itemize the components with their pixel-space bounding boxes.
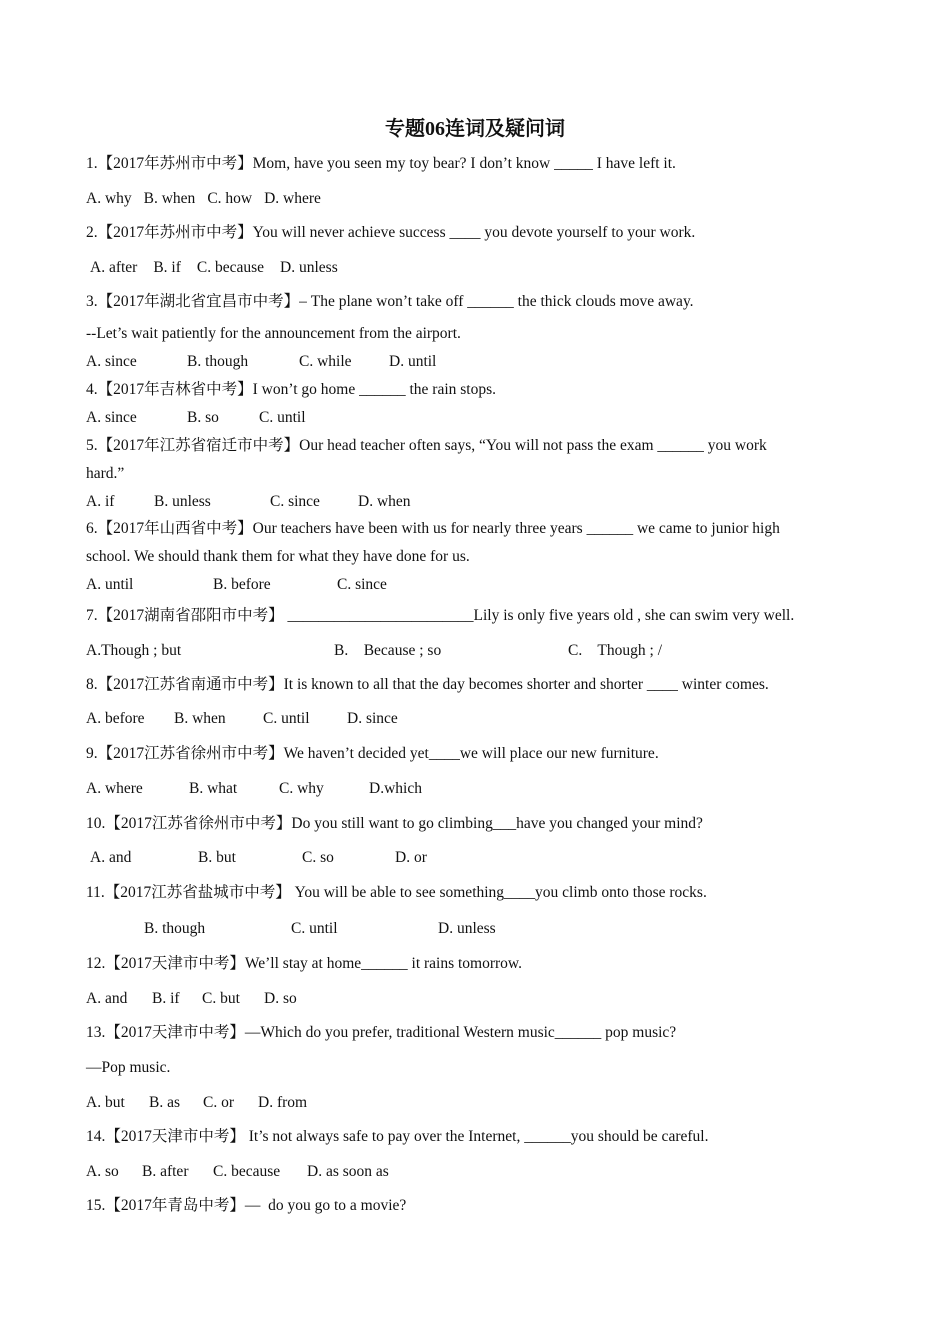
question-13-stem: 13.【2017天津市中考】—Which do you prefer, traditional Western music______ pop music? [86, 1024, 677, 1041]
question-6-line2: school. We should thank them for what they have done for us. [86, 548, 470, 565]
question-12-stem: 12.【2017天津市中考】We’ll stay at home______ it rains tomorrow. [86, 955, 522, 972]
question-5-option-a: A. if [86, 493, 115, 510]
question-12-option-a: A. and [86, 990, 128, 1007]
question-10-stem: 10.【2017江苏省徐州市中考】Do you still want to go climbing___have you changed your mind? [86, 815, 703, 832]
question-13-line2: —Pop music. [86, 1059, 171, 1076]
question-8-option-a: A. before [86, 710, 145, 727]
question-2-option-a: A. after [90, 259, 138, 276]
question-3-option-d: D. until [389, 353, 437, 370]
question-9-option-a: A. where [86, 780, 143, 797]
question-10-options [90, 849, 427, 867]
question-5-options [86, 493, 411, 511]
question-8-option-c: C. until [263, 710, 310, 727]
question-5-stem: 5.【2017年江苏省宿迁市中考】Our head teacher often says, “You will not pass the exam ______ you work [86, 437, 767, 454]
question-3-stem: 3.【2017年湖北省宜昌市中考】– The plane won’t take off ______ the thick clouds move away. [86, 293, 694, 310]
question-14-option-d: D. as soon as [307, 1163, 389, 1180]
question-7-stem: 7.【2017湖南省邵阳市中考】 ________________________Lily is only five years old , she can swim very well. [86, 607, 795, 624]
question-9-option-d: D.which [369, 780, 422, 797]
question-14-option-a: A. so [86, 1163, 119, 1180]
question-3-option-c: C. while [299, 353, 352, 370]
question-1-options [86, 190, 321, 208]
question-3-line2: --Let’s wait patiently for the announcement from the airport. [86, 325, 461, 342]
question-14-options [86, 1163, 389, 1181]
question-15-stem: 15.【2017年青岛中考】— do you go to a movie? [86, 1197, 407, 1214]
question-4-option-c: C. until [259, 409, 306, 426]
question-8-options [86, 710, 398, 728]
question-7-option-a: A.Though ; but [86, 642, 182, 659]
question-11-option-c: C. until [291, 920, 338, 937]
question-9-stem: 9.【2017江苏省徐州市中考】We haven’t decided yet____we will place our new furniture. [86, 745, 659, 762]
question-5-option-c: C. since [270, 493, 320, 510]
question-2-option-c: C. because [196, 259, 265, 276]
question-3-options [86, 353, 436, 371]
question-3-option-a: A. since [86, 353, 137, 370]
question-10-option-d: D. or [395, 849, 427, 866]
question-7-option-c: C. Though ; / [568, 642, 663, 659]
question-5-line2: hard.” [86, 465, 125, 482]
question-13-option-c: C. or [203, 1094, 234, 1111]
question-6-options [86, 576, 387, 594]
question-12-option-b: B. if [152, 990, 180, 1007]
question-9-option-c: C. why [279, 780, 324, 797]
question-2-option-b: B. if [153, 259, 181, 276]
question-13-option-a: A. but [86, 1094, 125, 1111]
question-5-option-d: D. when [358, 493, 411, 510]
question-14-option-c: C. because [213, 1163, 281, 1180]
question-1-stem: 1.【2017年苏州市中考】Mom, have you seen my toy bear? I don’t know _____ I have left it. [86, 155, 676, 172]
question-14-option-b: B. after [142, 1163, 189, 1180]
question-1-option-d: D. where [264, 190, 321, 207]
question-12-option-d: D. so [264, 990, 297, 1007]
question-13-option-d: D. from [258, 1094, 308, 1111]
question-12-option-c: C. but [202, 990, 240, 1007]
question-8-stem: 8.【2017江苏省南通市中考】It is known to all that the day becomes shorter and shorter ____ winter comes. [86, 676, 769, 693]
question-10-option-a: A. and [90, 849, 132, 866]
question-6-option-b: B. before [213, 576, 271, 593]
question-4-option-b: B. so [187, 409, 219, 426]
question-1-option-a: A. why [86, 190, 132, 207]
question-2-stem: 2.【2017年苏州市中考】You will never achieve success ____ you devote yourself to your work. [86, 224, 696, 241]
question-7-options [86, 642, 662, 660]
question-1-option-b: B. when [143, 190, 196, 207]
question-11-options [144, 920, 496, 938]
question-10-option-c: C. so [302, 849, 334, 866]
question-13-option-b: B. as [149, 1094, 180, 1111]
question-8-option-b: B. when [174, 710, 226, 727]
question-8-option-d: D. since [347, 710, 398, 727]
question-9-option-b: B. what [189, 780, 238, 797]
question-10-option-b: B. but [198, 849, 236, 866]
question-11-stem: 11.【2017江苏省盐城市中考】 You will be able to see something____you climb onto those rocks. [86, 884, 707, 901]
question-4-stem: 4.【2017年吉林省中考】I won’t go home ______ the rain stops. [86, 381, 497, 398]
document-title: 专题06连词及疑问词 [385, 118, 565, 140]
question-4-option-a: A. since [86, 409, 137, 426]
question-6-option-a: A. until [86, 576, 134, 593]
question-12-options [86, 990, 297, 1008]
question-9-options [86, 780, 422, 798]
question-3-option-b: B. though [187, 353, 249, 370]
question-6-stem: 6.【2017年山西省中考】Our teachers have been with us for nearly three years ______ we came to junior high [86, 520, 780, 537]
question-14-stem: 14.【2017天津市中考】 It’s not always safe to pay over the Internet, ______you should be careful. [86, 1128, 709, 1145]
question-11-option-d: D. unless [438, 920, 496, 937]
question-11-option-b: B. though [144, 920, 206, 937]
question-13-options [86, 1094, 307, 1112]
question-2-options [90, 259, 338, 277]
question-2-option-d: D. unless [280, 259, 338, 276]
question-1-option-c: C. how [207, 190, 253, 207]
question-7-option-b: B. Because ; so [334, 642, 442, 659]
question-6-option-c: C. since [337, 576, 387, 593]
question-5-option-b: B. unless [154, 493, 211, 510]
question-4-options [86, 409, 306, 427]
